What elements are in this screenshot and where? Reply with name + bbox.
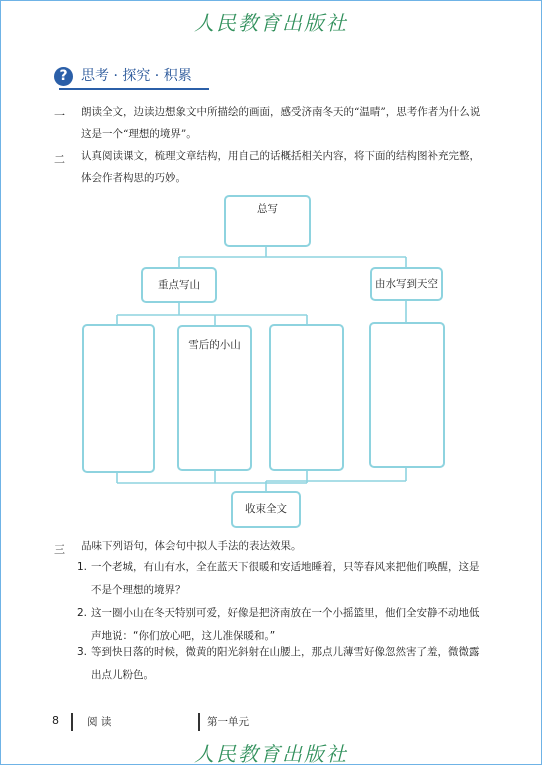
sentence-1-number: 1. (77, 561, 88, 573)
diagram-blank-box-3[interactable] (269, 324, 344, 471)
footer-divider (71, 713, 73, 731)
diagram-box-bottom (231, 491, 301, 528)
diagram-right-branch-label: 由水写到天空 (375, 278, 438, 290)
diagram-box-right-branch (370, 267, 443, 301)
sentence-3-text: 等到快日落的时候，微黄的阳光斜射在山腰上，那点儿薄雪好像忽然害了羞，微微露出点儿粉色。 (91, 646, 480, 681)
diagram-bottom-label: 收束全文 (245, 503, 287, 515)
sentence-1-text: 一个老城，有山有水，全在蓝天下很暖和安适地睡着，只等春风来把他们唤醒，这是不是个理想的境界？ (91, 561, 480, 596)
sentence-item-3 (77, 641, 482, 687)
diagram-box-2-label: 雪后的小山 (188, 339, 241, 351)
question-icon: ? (54, 67, 73, 86)
diagram-top-label: 总写 (257, 203, 278, 215)
question-3-number: 三 (54, 543, 65, 556)
footer-divider (198, 713, 200, 731)
question-2-text: 认真阅读课文，梳理文章结构，用自己的话概括相关内容，将下面的结构图补充完整，体会作者构思的巧妙。 (81, 150, 480, 184)
question-3-text: 品味下列语句，体会句中拟人手法的表达效果。 (81, 540, 302, 552)
diagram-blank-box-1[interactable] (82, 324, 155, 473)
diagram-box-left-branch (141, 267, 217, 303)
sentence-3-number: 3. (77, 646, 88, 658)
sentence-2-number: 2. (77, 607, 88, 619)
sentence-item-1 (77, 556, 482, 602)
section-underline (59, 88, 209, 90)
section-title: 思考 · 探究 · 积累 (81, 68, 192, 84)
diagram-box-top (224, 195, 311, 247)
question-1-text: 朗读全文，边读边想象文中所描绘的画面，感受济南冬天的“温晴”，思考作者为什么说这是一个“理想的境界”。 (81, 106, 481, 140)
question-1-number: 一 (54, 109, 65, 122)
diagram-left-branch-label: 重点写山 (158, 279, 200, 291)
publisher-header: 人民教育出版社 (194, 11, 348, 35)
footer-unit-label: 第一单元 (207, 716, 249, 728)
footer-section-label: 阅 读 (87, 716, 112, 728)
publisher-footer: 人民教育出版社 (194, 742, 348, 766)
diagram-box-2 (177, 325, 252, 471)
diagram-blank-box-right[interactable] (369, 322, 445, 468)
sentence-2-text: 这一圈小山在冬天特别可爱，好像是把济南放在一个小摇篮里，他们全安静不动地低声地说：“你们放心吧，这儿准保暖和。” (91, 607, 480, 642)
question-2-number: 二 (54, 153, 65, 166)
page-number: 8 (52, 714, 59, 727)
